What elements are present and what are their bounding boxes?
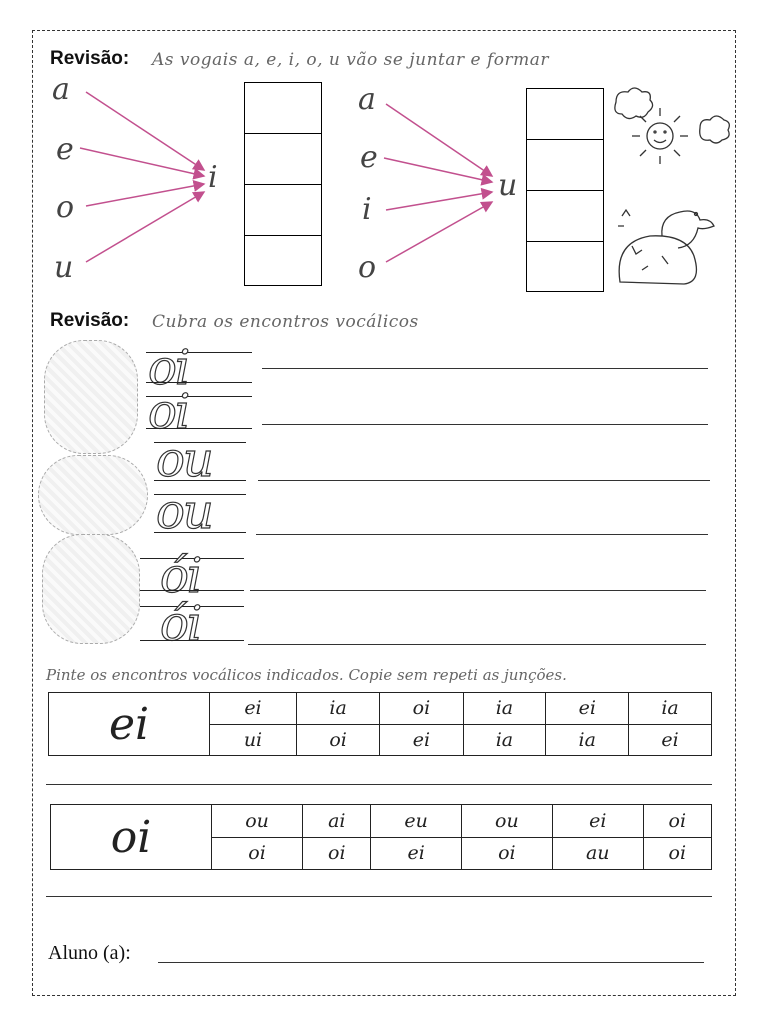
table1-cell[interactable]: ei bbox=[546, 693, 629, 725]
left-target-i: i bbox=[208, 160, 218, 195]
table1-cell[interactable]: ui bbox=[210, 724, 297, 756]
write-line[interactable] bbox=[262, 424, 708, 425]
left-vowel-u: u bbox=[54, 250, 74, 285]
section1-heading: Revisão: bbox=[50, 48, 130, 69]
answer-box-right[interactable] bbox=[526, 88, 604, 292]
table2-cell[interactable]: au bbox=[552, 837, 643, 870]
right-vowel-a: a bbox=[358, 82, 376, 117]
write-line[interactable] bbox=[46, 896, 712, 897]
trace-ou-1: ou bbox=[156, 432, 212, 488]
table1-cell[interactable]: ei bbox=[380, 724, 463, 756]
table1-main: ei bbox=[49, 693, 210, 756]
student-label: Aluno (a): bbox=[48, 942, 131, 964]
left-vowel-e: e bbox=[56, 132, 74, 167]
table2-cell[interactable]: oi bbox=[461, 837, 552, 870]
table2-cell[interactable]: eu bbox=[371, 805, 461, 838]
write-line[interactable] bbox=[262, 368, 708, 369]
table2-cell[interactable]: ei bbox=[371, 837, 461, 870]
table1-cell[interactable]: oi bbox=[380, 693, 463, 725]
table2-cell[interactable]: oi bbox=[643, 837, 711, 870]
student-name-line[interactable] bbox=[158, 962, 704, 963]
left-vowel-o: o bbox=[56, 190, 75, 225]
table1-cell[interactable]: ia bbox=[296, 693, 379, 725]
duck-icon bbox=[602, 196, 732, 288]
right-vowel-o: o bbox=[358, 250, 377, 285]
table2-cell[interactable]: ou bbox=[212, 805, 303, 838]
right-vowel-e: e bbox=[360, 140, 378, 175]
table1-cell[interactable]: ia bbox=[546, 724, 629, 756]
trace-ou-2: ou bbox=[156, 484, 212, 540]
table2-cell[interactable]: oi bbox=[303, 837, 371, 870]
syllable-table-2 bbox=[50, 804, 712, 870]
table1-cell[interactable]: oi bbox=[296, 724, 379, 756]
section1-instruction: As vogais a, e, i, o, u vão se juntar e formar bbox=[152, 50, 550, 70]
table1-cell[interactable]: ia bbox=[629, 693, 712, 725]
table1-cell[interactable]: ia bbox=[463, 693, 546, 725]
trace-oi-3: ói bbox=[160, 548, 201, 604]
table2-cell[interactable]: ei bbox=[552, 805, 643, 838]
section2-instruction: Cubra os encontros vocálicos bbox=[152, 312, 419, 332]
children-icon bbox=[42, 534, 140, 644]
right-vowel-i: i bbox=[362, 192, 372, 227]
table2-cell[interactable]: ou bbox=[461, 805, 552, 838]
section3-instruction: Pinte os encontros vocálicos indicados. Copie sem repeti as junções. bbox=[46, 666, 567, 684]
table1-cell[interactable]: ei bbox=[210, 693, 297, 725]
sun-icon bbox=[604, 84, 734, 174]
write-line[interactable] bbox=[248, 644, 706, 645]
syllable-table-1 bbox=[48, 692, 712, 756]
right-target-u: u bbox=[498, 168, 518, 203]
section2-heading: Revisão: bbox=[50, 310, 130, 331]
write-line[interactable] bbox=[258, 480, 710, 481]
table1-cell[interactable]: ia bbox=[463, 724, 546, 756]
answer-box-left[interactable] bbox=[244, 82, 322, 286]
write-line[interactable] bbox=[250, 590, 706, 591]
table1-cell[interactable]: ei bbox=[629, 724, 712, 756]
table2-main: oi bbox=[51, 805, 212, 870]
dog-icon bbox=[38, 455, 148, 535]
write-line[interactable] bbox=[256, 534, 708, 535]
table2-cell[interactable]: oi bbox=[212, 837, 303, 870]
table2-cell[interactable]: oi bbox=[643, 805, 711, 838]
table2-cell[interactable]: ai bbox=[303, 805, 371, 838]
girl-icon bbox=[44, 340, 138, 454]
trace-oi-1: oi bbox=[148, 340, 189, 396]
left-vowel-a: a bbox=[52, 72, 70, 107]
trace-oi-4: ói bbox=[160, 596, 201, 652]
write-line[interactable] bbox=[46, 784, 712, 785]
trace-oi-2: oi bbox=[148, 384, 189, 440]
